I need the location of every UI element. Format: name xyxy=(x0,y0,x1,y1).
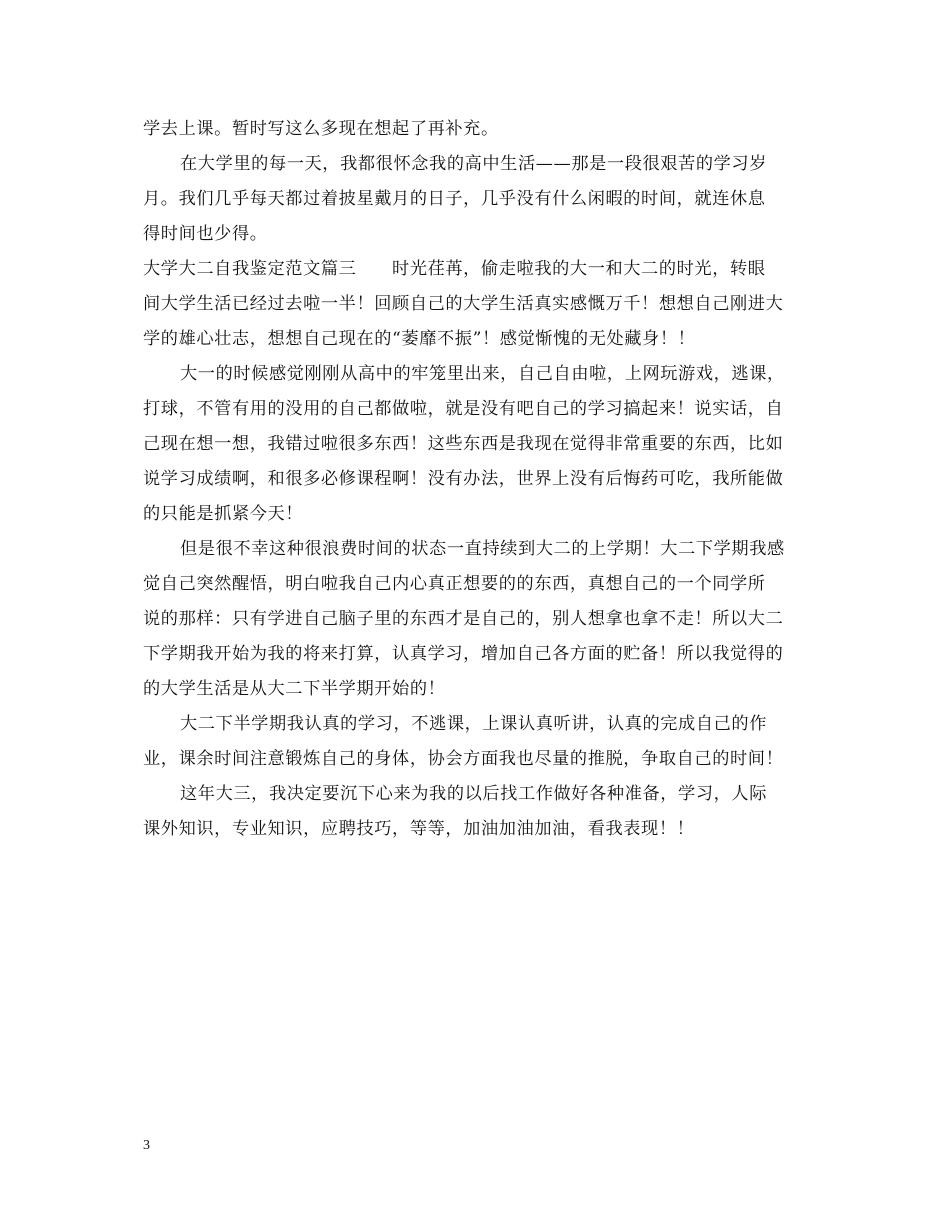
text-line: 觉自己突然醒悟，明白啦我自己内心真正想要的的东西，真想自己的一个同学所 xyxy=(143,574,766,594)
text-line: 说的那样：只有学进自己脑子里的东西才是自己的，别人想拿也拿不走！所以大二 xyxy=(143,609,784,629)
page-number: 3 xyxy=(143,1138,150,1153)
text-line: 大一的时候感觉刚刚从高中的牢笼里出来，自己自由啦，上网玩游戏，逃课， xyxy=(180,364,785,384)
section-heading-line: 大学大二自我鉴定范文篇三 时光荏苒，偷走啦我的大一和大二的时光，转眼 xyxy=(143,259,766,279)
document-body xyxy=(143,112,823,847)
text-line: 月。我们几乎每天都过着披星戴月的日子，几乎没有什么闲暇的时间，就连休息 xyxy=(143,189,766,209)
text-line: 业，课余时间注意锻炼自己的身体，协会方面我也尽量的推脱，争取自己的时间！ xyxy=(143,749,784,769)
text-line: 得时间也少得。 xyxy=(143,224,268,244)
text-line: 说学习成绩啊，和很多必修课程啊！没有办法，世界上没有后悔药可吃，我所能做 xyxy=(143,469,784,489)
text-line: 的大学生活是从大二下半学期开始的！ xyxy=(143,679,446,699)
text-line: 的只能是抓紧今天！ xyxy=(143,504,304,524)
text-line: 大二下半学期我认真的学习，不逃课，上课认真听讲，认真的完成自己的作 xyxy=(180,714,767,734)
text-line: 学的雄心壮志，想想自己现在的“萎靡不振”！感觉惭愧的无处藏身！！ xyxy=(143,329,696,349)
text-line: 打球，不管有用的没用的自己都做啦，就是没有吧自己的学习搞起来！说实话，自 xyxy=(143,399,784,419)
text-line: 学去上课。暂时写这么多现在想起了再补充。 xyxy=(143,119,499,139)
text-line: 在大学里的每一天，我都很怀念我的高中生活——那是一段很艰苦的学习岁 xyxy=(180,154,767,174)
text-line: 这年大三，我决定要沉下心来为我的以后找工作做好各种准备，学习，人际 xyxy=(180,784,767,804)
text-line: 课外知识，专业知识，应聘技巧，等等，加油加油加油，看我表现！！ xyxy=(143,819,695,839)
text-line: 间大学生活已经过去啦一半！回顾自己的大学生活真实感慨万千！想想自己刚进大 xyxy=(143,294,784,314)
text-line: 但是很不幸这种很浪费时间的状态一直持续到大二的上学期！大二下学期我感 xyxy=(180,539,785,559)
text-line: 下学期我开始为我的将来打算，认真学习，增加自己各方面的贮备！所以我觉得的 xyxy=(143,644,784,664)
text-line: 己现在想一想，我错过啦很多东西！这些东西是我现在觉得非常重要的东西，比如 xyxy=(143,434,784,454)
